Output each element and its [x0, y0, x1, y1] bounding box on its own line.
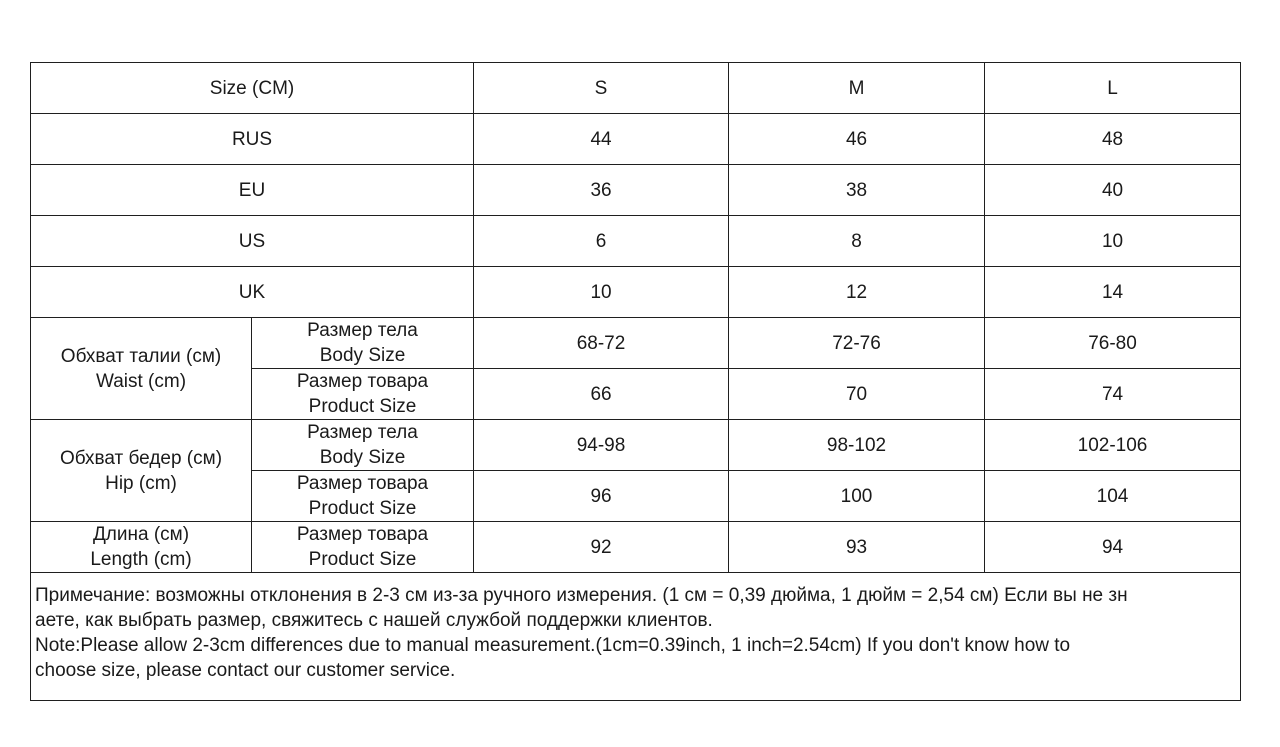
note-en-line-2: choose size, please contact our customer service. — [35, 660, 456, 681]
sub-label-en: Product Size — [308, 549, 417, 570]
cell-value: 14 — [985, 267, 1241, 318]
size-header-l: L — [985, 63, 1241, 114]
row-label: RUS — [31, 114, 474, 165]
table-row-waist-body — [31, 318, 1241, 369]
sub-label-en: Body Size — [319, 447, 406, 468]
cell-value: 74 — [985, 369, 1241, 420]
table-row-length-product — [31, 522, 1241, 573]
sub-label — [252, 522, 474, 573]
cell-value: 100 — [729, 471, 985, 522]
cell-value: 68-72 — [474, 318, 729, 369]
cell-value: 36 — [474, 165, 729, 216]
cell-value: 102-106 — [985, 420, 1241, 471]
size-header-label: Size (CM) — [31, 63, 474, 114]
cell-value: 104 — [985, 471, 1241, 522]
cell-value: 76-80 — [985, 318, 1241, 369]
cell-value: 70 — [729, 369, 985, 420]
sub-label — [252, 369, 474, 420]
size-header-s: S — [474, 63, 729, 114]
length-label-ru: Длина (см) — [92, 524, 190, 545]
cell-value: 38 — [729, 165, 985, 216]
size-chart-table — [30, 62, 1241, 701]
table-row-us — [31, 216, 1241, 267]
waist-label-en: Waist (cm) — [95, 370, 187, 392]
length-group-label — [31, 522, 252, 573]
cell-value: 12 — [729, 267, 985, 318]
cell-value: 44 — [474, 114, 729, 165]
cell-value: 10 — [985, 216, 1241, 267]
cell-value: 66 — [474, 369, 729, 420]
row-label: EU — [31, 165, 474, 216]
cell-value: 92 — [474, 522, 729, 573]
sub-label — [252, 420, 474, 471]
cell-value: 94-98 — [474, 420, 729, 471]
table-row-eu — [31, 165, 1241, 216]
cell-value: 96 — [474, 471, 729, 522]
table-row-uk — [31, 267, 1241, 318]
cell-value: 40 — [985, 165, 1241, 216]
sub-label-ru: Размер тела — [307, 320, 418, 341]
sub-label-en: Product Size — [308, 498, 417, 519]
cell-value: 98-102 — [729, 420, 985, 471]
cell-value: 8 — [729, 216, 985, 267]
hip-label-ru: Обхват бедер (см) — [59, 447, 223, 469]
cell-value: 46 — [729, 114, 985, 165]
note-ru-line-2: аете, как выбрать размер, свяжитесь с нашей службой поддержки клиентов. — [35, 610, 713, 631]
measurement-note — [31, 573, 1241, 701]
sub-label-ru: Размер товара — [296, 524, 429, 545]
sub-label — [252, 471, 474, 522]
note-en-line-1: Note:Please allow 2-3cm differences due to manual measurement.(1cm=0.39inch, 1 inch=2.54cm) If you don't know how to — [35, 635, 1071, 656]
waist-label-ru: Обхват талии (см) — [60, 345, 222, 367]
sub-label-en: Product Size — [308, 396, 417, 417]
cell-value: 6 — [474, 216, 729, 267]
waist-group-label — [31, 318, 252, 420]
hip-group-label — [31, 420, 252, 522]
table-row-hip-body — [31, 420, 1241, 471]
sub-label-en: Body Size — [319, 345, 406, 366]
note-ru-line-1: Примечание: возможны отклонения в 2-3 см из-за ручного измерения. (1 см = 0,39 дюйма, 1 дюйм = 2,54 см) Если вы не зн — [35, 585, 1128, 606]
row-label: UK — [31, 267, 474, 318]
table-row-rus — [31, 114, 1241, 165]
length-label-en: Length (cm) — [90, 549, 192, 570]
header-row — [31, 63, 1241, 114]
hip-label-en: Hip (cm) — [105, 472, 177, 494]
sub-label — [252, 318, 474, 369]
note-row — [31, 573, 1241, 701]
cell-value: 10 — [474, 267, 729, 318]
cell-value: 48 — [985, 114, 1241, 165]
cell-value: 94 — [985, 522, 1241, 573]
sub-label-ru: Размер товара — [296, 473, 429, 494]
sub-label-ru: Размер товара — [296, 371, 429, 392]
cell-value: 72-76 — [729, 318, 985, 369]
size-header-m: M — [729, 63, 985, 114]
cell-value: 93 — [729, 522, 985, 573]
sub-label-ru: Размер тела — [307, 422, 418, 443]
row-label: US — [31, 216, 474, 267]
